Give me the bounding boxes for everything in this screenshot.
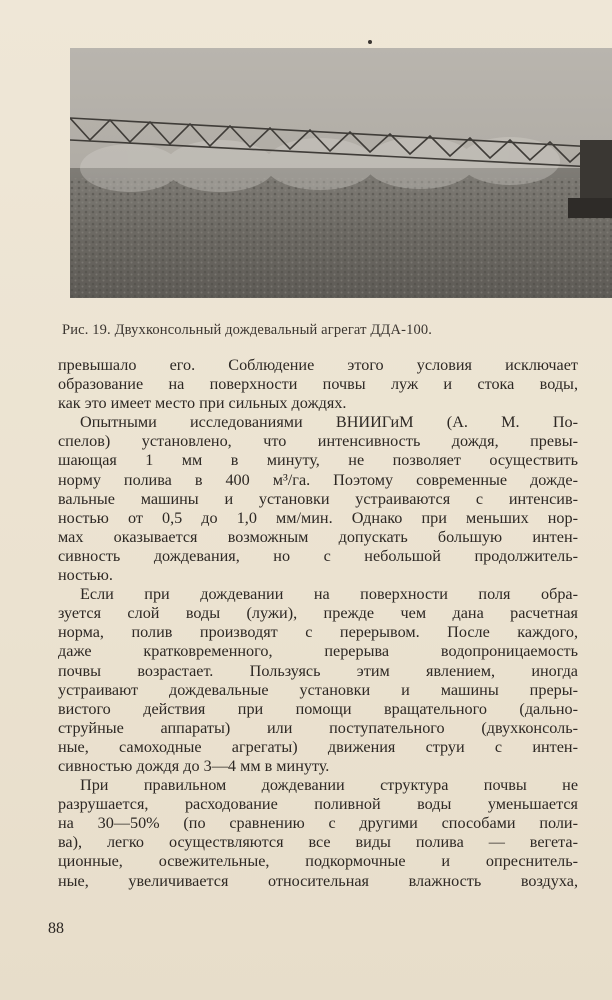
figure-caption: Рис. 19. Двухконсольный дождевальный агрегат ДДА-100. — [62, 322, 433, 338]
text-line: ные, самоходные агрегаты) движения струи с интен- — [58, 737, 578, 756]
page-number: 88 — [48, 920, 64, 937]
text-line: даже кратковременного, перерыва водопроницаемость — [58, 642, 578, 661]
text-line: вистого действия при помощи вращательного (дально- — [58, 699, 578, 718]
text-line: ные, увеличивается относительная влажность воздуха, — [58, 871, 578, 890]
text-line: на 30—50% (по сравнению с другими способами поли- — [58, 814, 578, 833]
text-line: как это имеет место при сильных дождях. — [58, 394, 347, 413]
text-line: Если при дождевании на поверхности поля обра- — [80, 585, 578, 604]
text-line: вальные машины и установки устраиваются с интенсив- — [58, 489, 578, 508]
text-line: почвы возрастает. Пользуясь этим явлением, иногда — [58, 661, 578, 680]
text-line: шающая 1 мм в минуту, не позволяет осуществить — [58, 451, 578, 470]
text-line: устраивают дождевальные установки и машины преры- — [58, 680, 578, 699]
text-line: образование на поверхности почвы луж и стока воды, — [58, 375, 578, 394]
text-line: спелов) установлено, что интенсивность дождя, превы- — [58, 432, 578, 451]
print-speck — [368, 40, 372, 44]
text-line: ва), легко осуществляются все виды полива — вегета- — [58, 833, 578, 852]
text-line: мах оказывается возможным допускать большую интен- — [58, 527, 578, 546]
figure-photo — [70, 48, 612, 298]
paragraph-2 — [58, 413, 578, 585]
paragraph-4 — [58, 776, 578, 891]
paragraph-1 — [58, 356, 578, 413]
text-line: превышало его. Соблюдение этого условия исключает — [58, 356, 578, 374]
text-line: разрушается, расходование поливной воды уменьшается — [58, 795, 578, 814]
text-line: При правильном дождевании структура почвы не — [80, 776, 578, 795]
text-line: Опытными исследованиями ВНИИГиМ (А. М. По- — [80, 413, 578, 432]
text-line: ностью. — [58, 566, 113, 585]
text-line: норма, полив производят с перерывом. После каждого, — [58, 623, 578, 642]
text-line: сивностью дождя до 3—4 мм в минуту. — [58, 756, 330, 775]
body-text — [58, 356, 578, 891]
text-line: зуется слой воды (лужи), прежде чем дана расчетная — [58, 604, 578, 623]
text-line: струйные аппараты) или поступательного (двухконсоль- — [58, 718, 578, 737]
text-line: норму полива в 400 м³/га. Поэтому современные дожде- — [58, 470, 578, 489]
text-line: ционные, освежительные, подкормочные и опреснитель- — [58, 852, 578, 871]
text-line: ностью от 0,5 до 1,0 мм/мин. Однако при меньших нор- — [58, 508, 578, 527]
text-line: сивность дождевания, но с небольшой продолжитель- — [58, 546, 578, 565]
sprinkler-photo-illustration — [70, 48, 612, 298]
paragraph-3 — [58, 585, 578, 776]
